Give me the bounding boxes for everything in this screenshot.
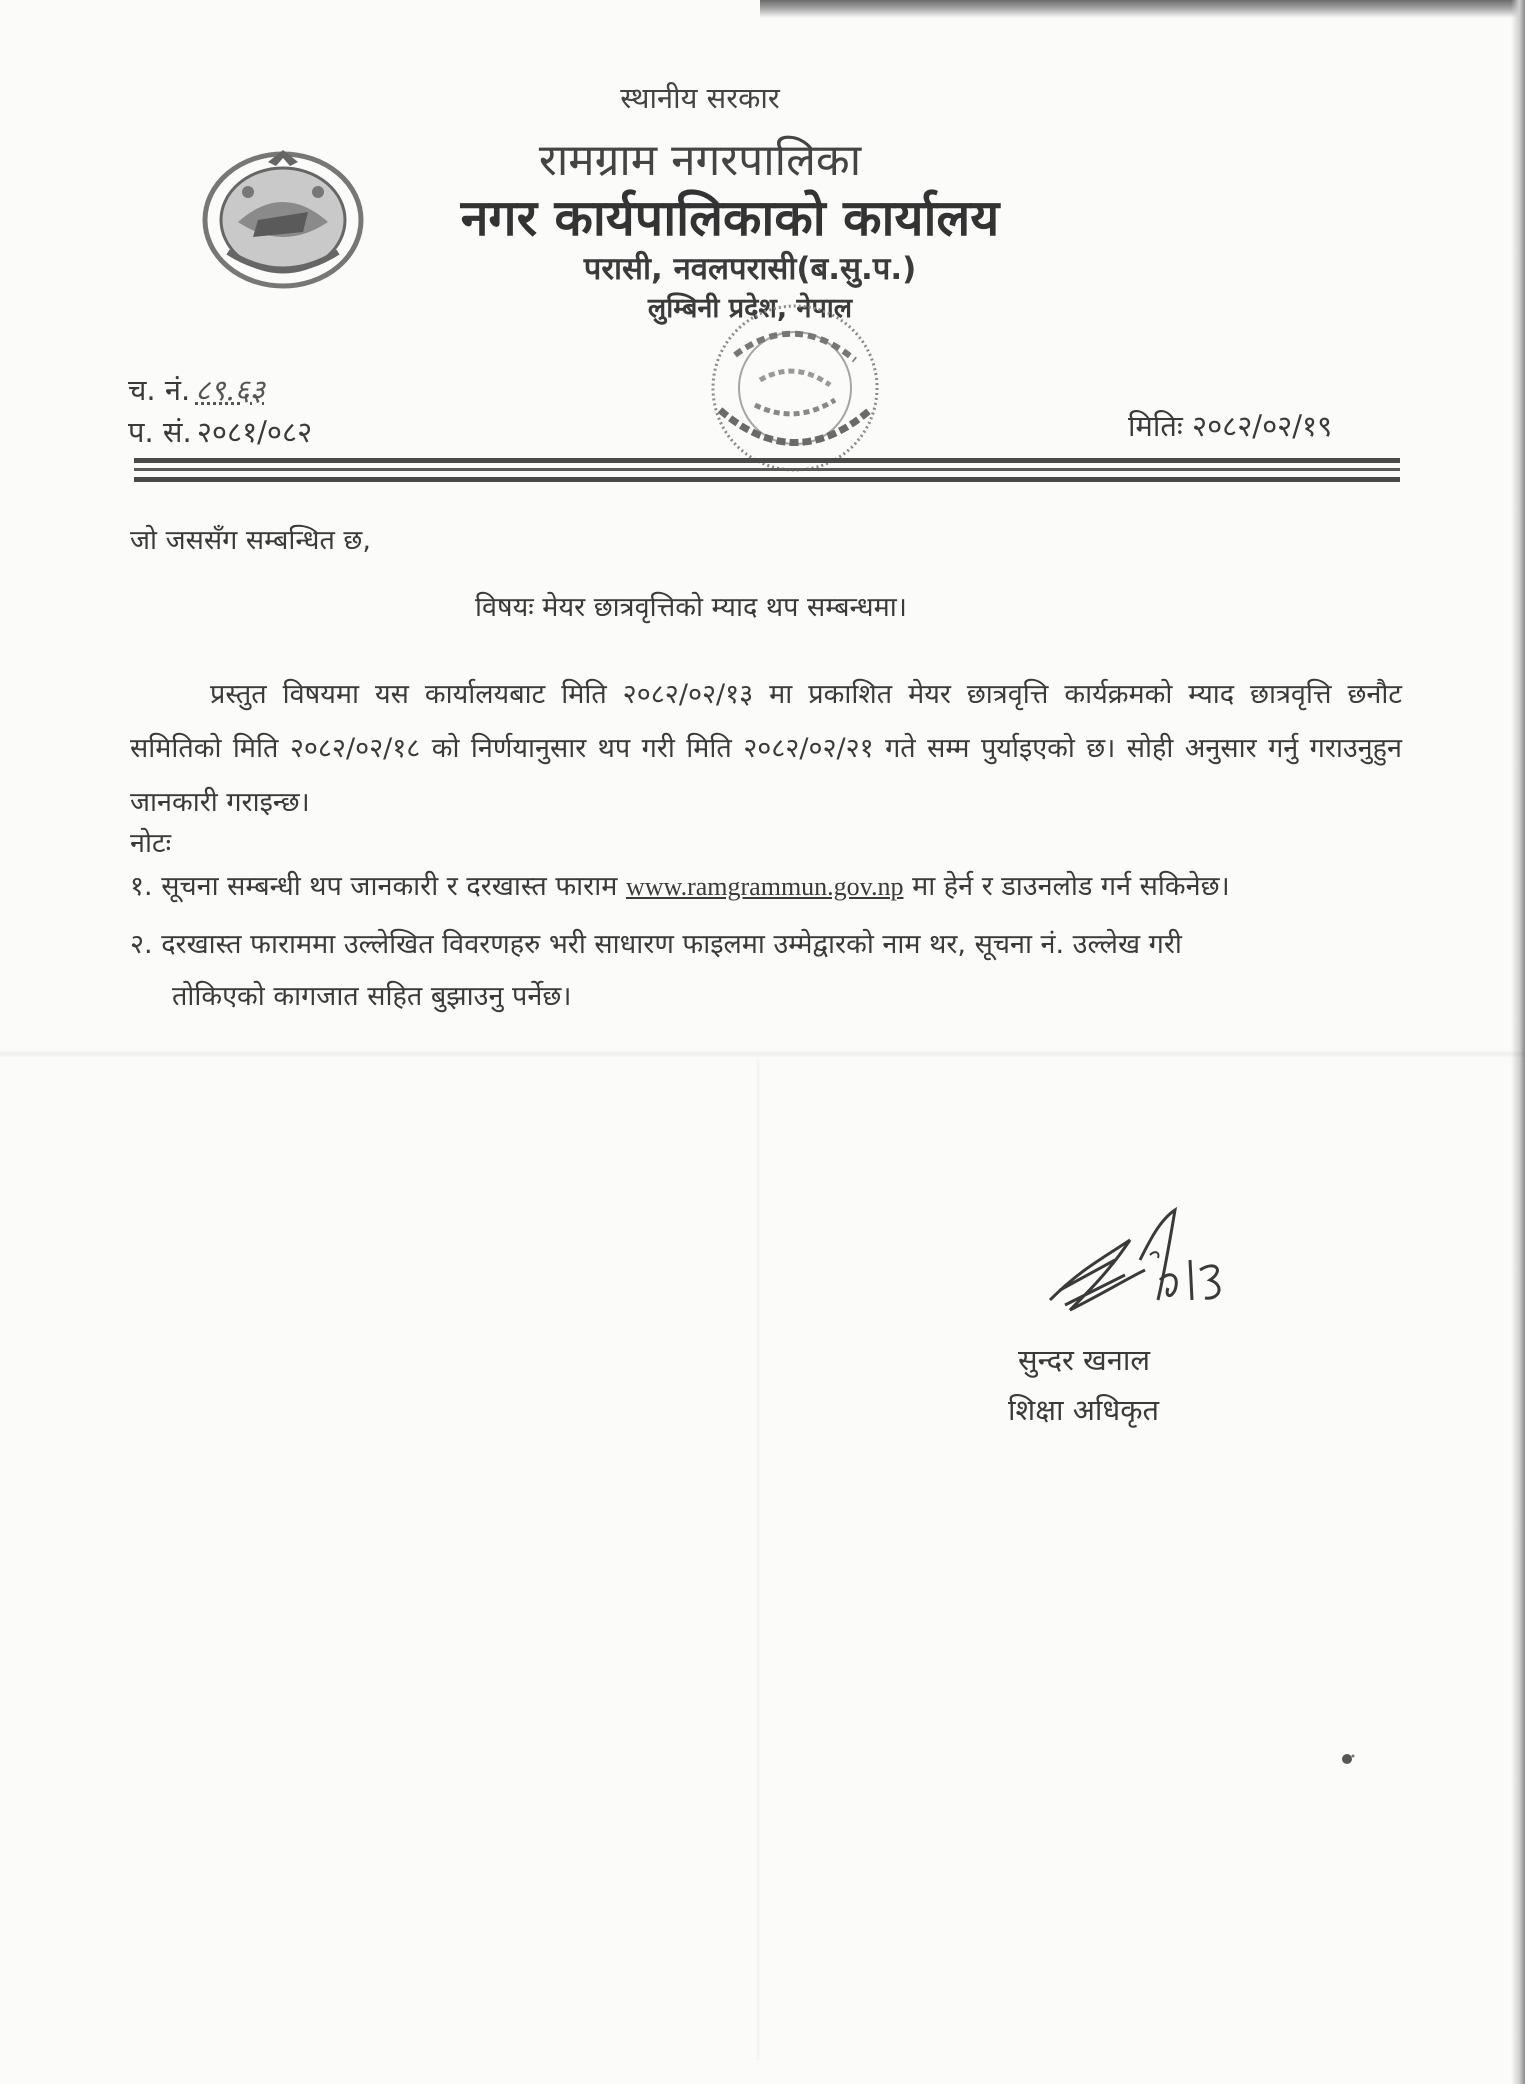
subject-line: विषयः मेयर छात्रवृत्तिको म्याद थप सम्बन्धमा। bbox=[475, 592, 907, 623]
fiscal-year-value: २०८१/०८२ bbox=[196, 415, 313, 449]
note-1-prefix: १. सूचना सम्बन्धी थप जानकारी र दरखास्त फाराम bbox=[130, 871, 618, 902]
header-divider-top bbox=[134, 458, 1400, 463]
salutation: जो जससँग सम्बन्धित छ, bbox=[130, 525, 371, 556]
handwritten-signature bbox=[1040, 1200, 1240, 1340]
note-1-suffix: मा हेर्न र डाउनलोड गर्न सकिनेछ। bbox=[912, 871, 1230, 902]
letter-date bbox=[1128, 406, 1332, 445]
note-2-line-1: २. दरखास्त फाराममा उल्लेखित विवरणहरु भरी साधारण फाइलमा उम्मेद्वारको नाम थर, सूचना नं. उल्लेख गरी bbox=[130, 929, 1182, 960]
office-province: लुम्बिनी प्रदेश, नेपाल bbox=[647, 293, 853, 324]
municipality-name: रामग्राम नगरपालिका bbox=[538, 135, 862, 186]
office-location: परासी, नवलपरासी(ब.सु.प.) bbox=[583, 251, 917, 287]
paper-fold-horizontal bbox=[0, 1050, 1525, 1058]
office-seal-stamp bbox=[680, 300, 910, 475]
body-paragraph bbox=[130, 668, 1402, 830]
signatory-title: शिक्षा अधिकृत bbox=[1008, 1393, 1160, 1427]
date-label: मितिः bbox=[1128, 409, 1183, 443]
letter-number bbox=[128, 370, 265, 409]
fiscal-year-label: प. सं. bbox=[128, 415, 192, 449]
fiscal-year bbox=[128, 412, 312, 451]
ink-speck bbox=[1338, 1752, 1356, 1766]
letter-number-value: ८९.६३ bbox=[195, 373, 265, 407]
header-subheading: स्थानीय सरकार bbox=[620, 81, 780, 115]
note-label: नोटः bbox=[130, 828, 172, 859]
letter-number-label: च. नं. bbox=[128, 373, 191, 407]
paper-fold-vertical bbox=[756, 1060, 760, 2060]
date-value: २०८२/०२/१९ bbox=[1191, 409, 1333, 443]
signatory-name: सुन्दर खनाल bbox=[1018, 1343, 1151, 1377]
website-link[interactable]: www.ramgrammun.gov.np bbox=[625, 872, 904, 901]
header-divider-bottom bbox=[134, 477, 1400, 482]
body-paragraph-text: प्रस्तुत विषयमा यस कार्यालयबाट मिति २०८२/०२/१३ मा प्रकाशित मेयर छात्रवृत्ति कार्यक्रमको म्याद छात्रवृत्ति छनौट समितिको मिति २०८२/०२/१८ को निर्णयानुसार थप गरी मिति २०८२/०२/२१ गते सम्म पुर्याइएको छ। सोही अनुसार गर्नु गराउनुहुन जानकारी गराइन्छ। bbox=[130, 679, 1402, 818]
note-item-2 bbox=[130, 919, 1402, 1023]
nepal-emblem-icon bbox=[198, 142, 368, 292]
header-divider-mid bbox=[134, 468, 1400, 471]
note-item-1 bbox=[130, 869, 1230, 904]
letterhead bbox=[0, 0, 1525, 470]
office-name: नगर कार्यपालिकाको कार्यालय bbox=[460, 189, 1000, 247]
note-2-line-2: तोकिएको कागजात सहित बुझाउनु पर्नेछ। bbox=[172, 981, 572, 1012]
